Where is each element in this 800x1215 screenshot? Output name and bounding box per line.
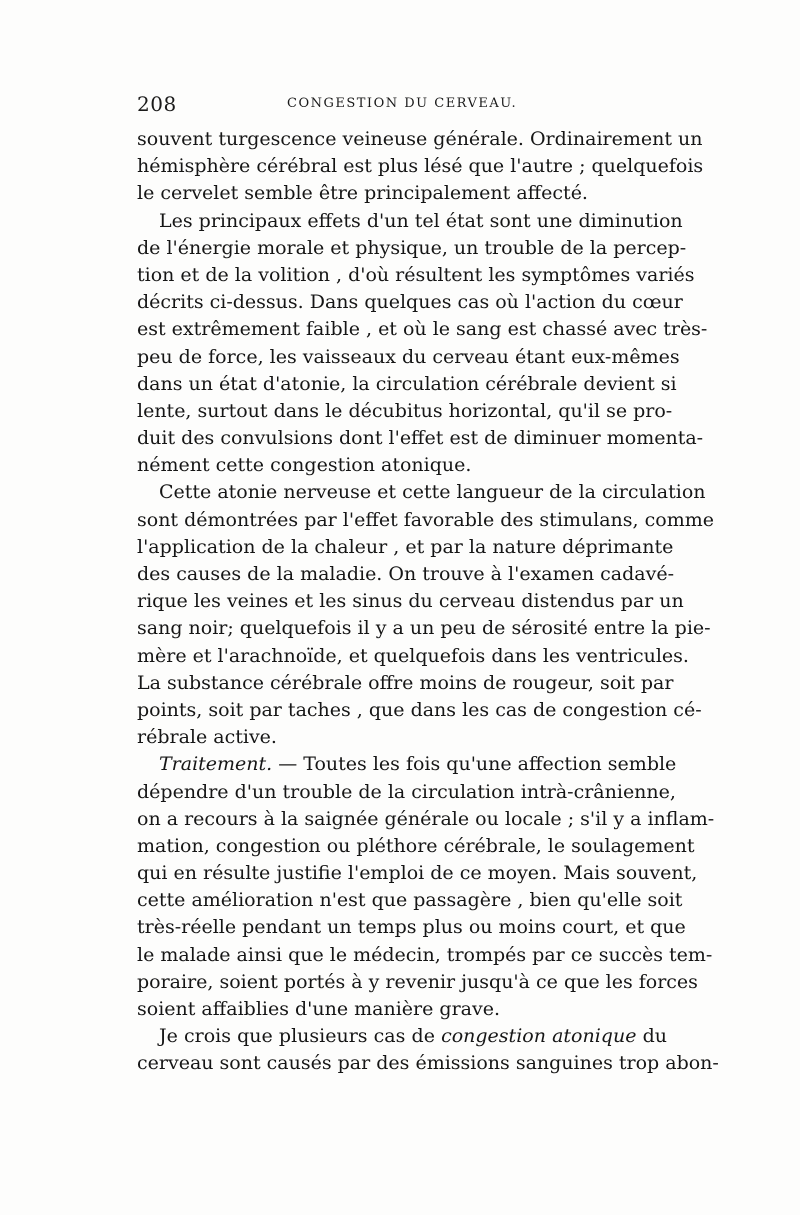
text-line: des causes de la maladie. On trouve à l'examen cadavé- [137, 563, 675, 585]
text-line: dans un état d'atonie, la circulation cérébrale devient si [137, 372, 677, 395]
text-line: La substance cérébrale offre moins de rougeur, soit par [137, 671, 674, 694]
page-number: 208 [137, 92, 177, 116]
text-line [137, 751, 677, 778]
running-title: CONGESTION DU CERVEAU. [287, 96, 518, 111]
text-line: le cervelet semble être principalement affecté. [137, 182, 588, 205]
text-span: — Toutes les fois qu'une affection semble [272, 753, 677, 776]
page-header [137, 92, 667, 122]
text-line: cette amélioration n'est que passagère , bien qu'elle soit [137, 889, 683, 912]
text-line: dépendre d'un trouble de la circulation intrà-crânienne, [137, 780, 676, 803]
text-line: le malade ainsi que le médecin, trompés par ce succès tem- [137, 943, 713, 966]
text-span: Je crois que plusieurs cas de [159, 1025, 442, 1048]
text-line: duit des convulsions dont l'effet est de diminuer momenta- [137, 427, 704, 450]
text-line: nément cette congestion atonique. [137, 454, 472, 477]
text-line: l'application de la chaleur , et par la nature déprimante [137, 535, 674, 558]
text-line: lente, surtout dans le décubitus horizontal, qu'il se pro- [137, 399, 673, 422]
text-line: mère et l'arachnoïde, et quelquefois dans les ventricules. [137, 644, 689, 667]
text-line [137, 1023, 667, 1050]
text-line: points, soit par taches , que dans les cas de congestion cé- [137, 698, 702, 721]
text-line: hémisphère cérébral est plus lésé que l'autre ; quelquefois [137, 155, 704, 178]
text-line: sont démontrées par l'effet favorable des stimulans, comme [137, 508, 714, 531]
italic-term: congestion atonique [441, 1025, 637, 1048]
text-line: est extrêmement faible , et où le sang est chassé avec très- [137, 318, 708, 341]
text-line: rique les veines et les sinus du cerveau distendus par un [137, 590, 684, 613]
text-span: du [636, 1025, 667, 1048]
text-line: soient affaiblies d'une manière grave. [137, 998, 501, 1020]
section-heading: Traitement. [159, 753, 273, 776]
text-line: décrits ci-dessus. Dans quelques cas où l'action du cœur [137, 291, 683, 314]
text-line: tion et de la volition , d'où résultent les symptômes variés [137, 263, 695, 286]
text-line: rébrale active. [137, 726, 277, 749]
text-line: peu de force, les vaisseaux du cerveau étant eux-mêmes [137, 345, 680, 368]
text-line: sang noir; quelquefois il y a un peu de sérosité entre la pie- [137, 617, 711, 640]
text-line: on a recours à la saignée générale ou locale ; s'il y a inflam- [137, 807, 715, 830]
text-line: Les principaux effets d'un tel état sont une diminution [159, 209, 683, 232]
body-text [137, 126, 719, 1078]
text-line: poraire, soient portés à y revenir jusqu'à ce que les forces [137, 970, 698, 993]
text-line: très-réelle pendant un temps plus ou moins court, et que [137, 916, 686, 939]
text-line: mation, congestion ou pléthore cérébrale, le soulagement [137, 834, 695, 857]
text-line: Cette atonie nerveuse et cette langueur de la circulation [159, 481, 706, 504]
text-line: de l'énergie morale et physique, un trouble de la percep- [137, 236, 687, 259]
text-line: souvent turgescence veineuse générale. Ordinairement un [137, 128, 703, 150]
text-line: qui en résulte justifie l'emploi de ce moyen. Mais souvent, [137, 862, 698, 885]
text-line: cerveau sont causés par des émissions sanguines trop abon- [137, 1052, 719, 1075]
